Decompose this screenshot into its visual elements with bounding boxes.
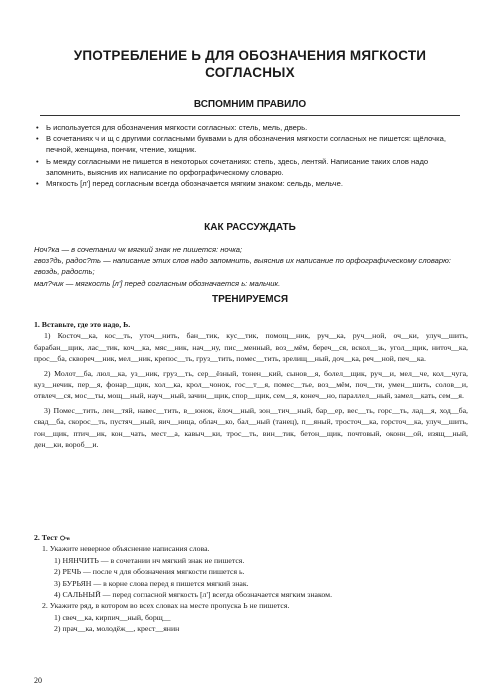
bullet-icon: • (36, 156, 39, 166)
title-line-2: СОГЛАСНЫХ (205, 65, 295, 80)
exercise-paragraph: 2) Молот__ба, люл__ка, уз__ник, груз__ть, сер__ёзный, тонен__кий, сынов__я, болел__щик, руч__и, мел__че, кол__чуга, куз__нечик, пер__я, фонар__щик, хол__ка, крол__чонок, гос__т__я, помес__тье, воз__мём, поч__ти, умен__шить, солов__и, отвлеч__ся, мос__ты, мощ__ный, науч__ный, зачин__щик, спор__щик, сем__я, конеч__но, параллел__ный, замел__кать, сем__я. (34, 368, 468, 401)
bullet-icon: • (36, 134, 39, 144)
heading-rule (40, 115, 460, 116)
page-number: 20 (34, 676, 42, 685)
test-question: 1. Укажите неверное объяснение написания слова. (42, 544, 210, 554)
reason-heading: КАК РАССУЖДАТЬ (204, 222, 296, 233)
rule-item: • Мягкость [л'] перед согласным всегда обозначается мягким знаком: сельдь, мельче. (36, 179, 343, 189)
test-answer: 2) прач__ка, молодёж__, крест__янин (54, 624, 180, 634)
rule-item: • Ь между согласными не пишется в некоторых сочетаниях: степь, здесь, лентяй. Написание таких слов надо запомнить, выяснив их написание по орфографическому словарю. (36, 156, 429, 177)
test-title: 2. Тест (34, 532, 468, 543)
rule-list (34, 122, 466, 189)
test-question: 2. Укажите ряд, в котором во всех словах на месте пропуска Ь не пишется. (42, 601, 290, 611)
bullet-icon: • (36, 123, 39, 132)
test-answer: 2) РЕЧЬ — после ч для обозначения мягкости пишется ь. (54, 567, 245, 577)
rule-item: • В сочетаниях ч и щ с другими согласными буквами ь для обозначения мягкости согласных не пишется: щёлочка, печной, женщина, пончик, чтение, хищник. (36, 134, 446, 155)
exercise-1-title: 1. Вставьте, где это надо, Ь. (34, 320, 131, 329)
test-answer: 4) САЛЬНЫЙ — перед согласной мягкость [л'] всегда обозначается мягким знаком. (54, 590, 333, 600)
exercise-paragraph: 1) Косточ__ка, кос__ть, уточ__нить, бан__тик, кус__тик, помощ__ник, руч__ка, руч__ной, оч__ки, улуч__шить, барабан__щик, лас__тик, коч__ка, мяс__ник, нач__ну, пис__менный, воз__мём, береч__ся, вскол__зь, угол__щик, ниточ__ка, прос__ба, сквореч__ник, мел__ник, крепос__ть, груз__тить, помес__тить, зрелищ__ный, доч__ка, реч__ной, печ__ка. (34, 331, 468, 364)
test-answer: 3) БУРЬЯН — в корне слова перед я пишется мягкий знак. (54, 578, 249, 588)
bullet-icon: • (36, 179, 39, 189)
reason-line: гвоз?дь, радос?ть — написание этих слов надо запомнить, выяснив их написание по орфографическому словарю: гвоздь, радость; (34, 256, 451, 277)
reason-line: Ноч?ка — в сочетании чк мягкий знак не пишется: ночка; (34, 245, 243, 254)
rule-item: • Ь используется для обозначения мягкости согласных: стель, мель, дверь. (36, 123, 308, 132)
reason-block (34, 244, 466, 289)
train-heading: ТРЕНИРУЕМСЯ (211, 294, 289, 305)
reason-line: мал?чик — мягкость [л'] перед согласным обозначается ь: мальчик. (34, 278, 281, 288)
test-answer: 1) НЯНЧИТЬ — в сочетании нч мягкий знак не пишется. (54, 555, 245, 565)
test-block (34, 532, 468, 635)
remember-heading: ВСПОМНИМ ПРАВИЛО (0, 99, 500, 112)
exercise-1 (34, 319, 468, 453)
page-title (40, 47, 460, 81)
exercise-paragraph: 3) Помес__тить, лен__тяй, навес__тить, в__юнок, ёлоч__ный, зон__тич__ный, бар__ер, вес__ть, горс__ть, лад__я, ход__ба, свад__ба, скорос__ть, пустяч__ный, яич__ница, облач__ко, бал__ный (танец), п__яный, тросточ__ка, горсточ__ка, улуч__шить, гон__щик, птич__ик, кон__чать, мест__а, кавыч__ки, трос__ть, вин__тик, бетон__щик, почтовый, оконн__ой, изящ__ный, ден__ки, вороб__и. (34, 405, 468, 450)
test-answer: 1) свеч__ка, кирпич__ный, борщ__ (54, 612, 171, 622)
key-icon (60, 534, 70, 542)
title-line-1: УПОТРЕБЛЕНИЕ Ь ДЛЯ ОБОЗНАЧЕНИЯ МЯГКОСТИ (73, 48, 427, 63)
